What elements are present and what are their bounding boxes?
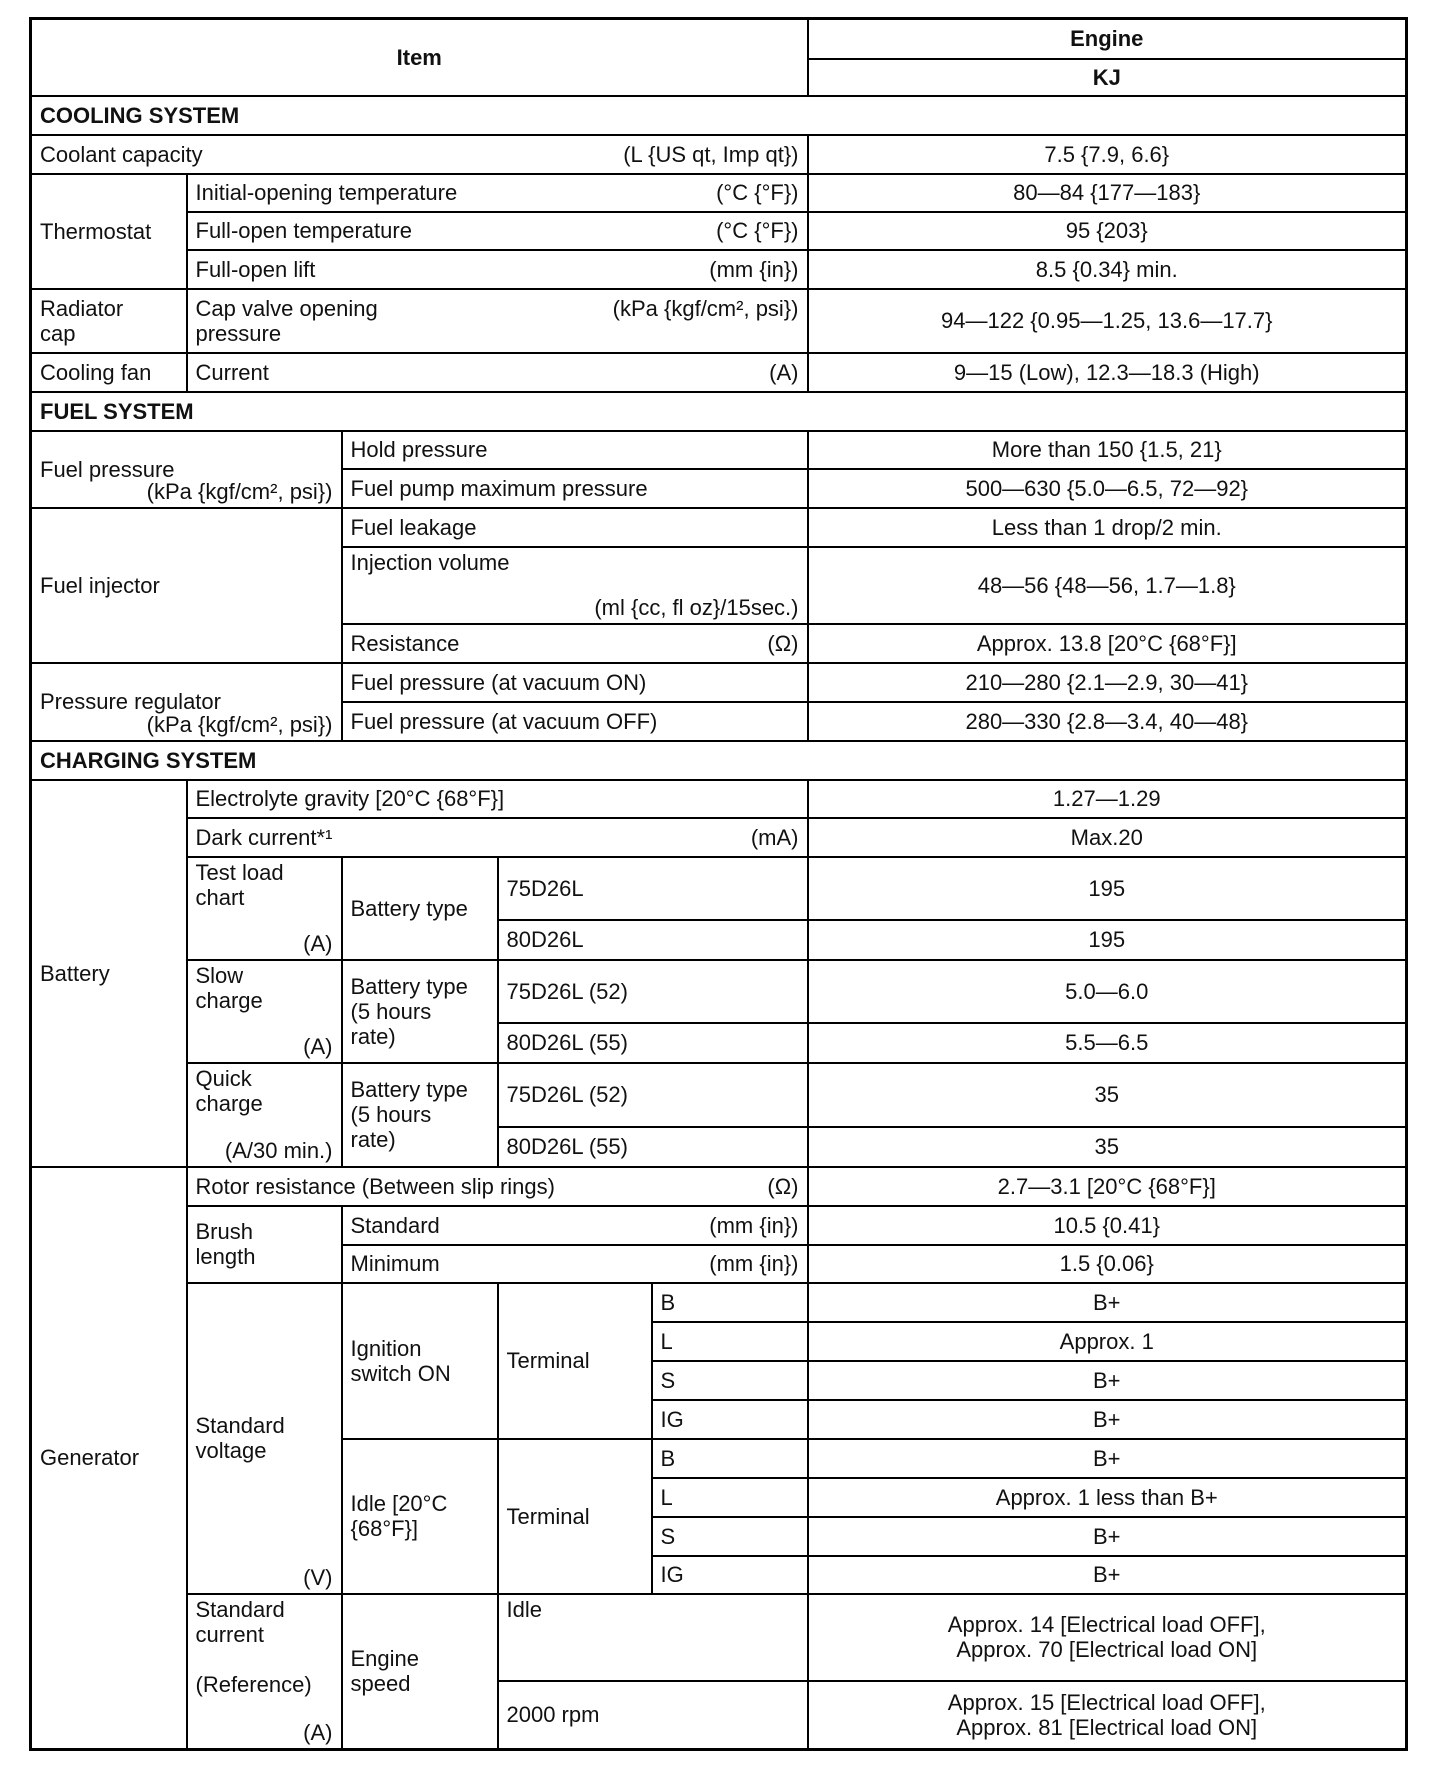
- item-label: IG: [660, 1406, 684, 1432]
- spec-value-cell: [808, 1556, 1407, 1594]
- item-cell: [652, 1322, 808, 1361]
- unit-label: (A): [303, 1033, 333, 1059]
- item-cell: [342, 960, 498, 1063]
- item-label: 80D26L (55): [506, 1030, 628, 1055]
- spec-value-cell: [808, 289, 1407, 353]
- unit-label: (kPa {kgf/cm², psi}): [612, 295, 799, 321]
- spec-value: Approx. 15 [Electrical load OFF], Approx. 81 [Electrical load ON]: [947, 1689, 1266, 1740]
- section-title: [31, 392, 1407, 431]
- spec-value: Approx. 1 less than B+: [995, 1484, 1218, 1510]
- item-cell: [31, 663, 342, 741]
- item-cell: [187, 1063, 342, 1167]
- spec-value: B+: [1092, 1406, 1121, 1432]
- spec-value-cell: [808, 1206, 1407, 1245]
- item-cell: [31, 508, 342, 663]
- table-row: [31, 663, 1407, 702]
- item-cell: [498, 960, 808, 1023]
- spec-value: Max.20: [1070, 824, 1143, 850]
- item-label: B: [660, 1445, 676, 1471]
- spec-value: B+: [1092, 1562, 1121, 1587]
- spec-value: B+: [1092, 1289, 1121, 1315]
- unit-label: (ml {cc, fl oz}/15sec.): [594, 594, 799, 620]
- spec-value: 35: [1094, 1134, 1119, 1159]
- table-row: [31, 857, 1407, 920]
- item-cell: [187, 1594, 342, 1750]
- engine-model-header: KJ: [808, 59, 1407, 96]
- spec-value-cell: [808, 1361, 1407, 1400]
- item-cell: [652, 1283, 808, 1322]
- item-cell: [187, 289, 808, 353]
- item-label: Standard: [350, 1212, 440, 1238]
- unit-label: (A): [769, 359, 799, 385]
- item-cell: [652, 1478, 808, 1517]
- unit-label: (mm {in}): [709, 1251, 799, 1276]
- item-label: CHARGING SYSTEM: [40, 747, 257, 773]
- spec-value: 9—15 (Low), 12.3—18.3 (High): [953, 359, 1260, 385]
- spec-value-cell: [808, 1478, 1407, 1517]
- item-label: Battery type (5 hours rate): [350, 973, 468, 1049]
- unit-label: (V): [303, 1564, 333, 1590]
- unit-label: (mA): [750, 824, 799, 850]
- unit-label: (A): [303, 930, 333, 956]
- spec-value-cell: [808, 624, 1407, 663]
- spec-value-cell: [808, 1167, 1407, 1206]
- item-label: Fuel pump maximum pressure: [350, 475, 648, 501]
- table-row: [31, 818, 1407, 857]
- spec-value: Approx. 13.8 [20°C {68°F}]: [976, 630, 1237, 656]
- spec-value-cell: [808, 508, 1407, 547]
- item-label: Coolant capacity: [40, 141, 203, 167]
- spec-value: B+: [1092, 1367, 1121, 1393]
- item-label: Current: [195, 359, 269, 385]
- item-cell: [31, 289, 187, 353]
- item-cell: [31, 431, 342, 508]
- item-cell: [342, 1245, 808, 1283]
- unit-label: (A): [303, 1720, 333, 1745]
- item-cell: [342, 663, 808, 702]
- table-row: [31, 289, 1407, 353]
- spec-value: 48—56 {48—56, 1.7—1.8}: [977, 572, 1236, 598]
- item-cell: [652, 1400, 808, 1439]
- item-cell: [187, 1283, 342, 1594]
- spec-value-cell: [808, 547, 1407, 624]
- item-cell: [342, 1206, 808, 1245]
- spec-value-cell: [808, 1439, 1407, 1478]
- spec-value: 500—630 {5.0—6.5, 72—92}: [965, 475, 1249, 501]
- spec-value: 94—122 {0.95—1.25, 13.6—17.7}: [941, 308, 1273, 333]
- spec-value-cell: [808, 663, 1407, 702]
- item-cell: [342, 1439, 498, 1594]
- item-label: Minimum: [350, 1251, 440, 1276]
- spec-value: 95 {203}: [1065, 218, 1148, 243]
- item-cell: [31, 135, 808, 174]
- unit-label: (°C {°F}): [716, 218, 799, 243]
- item-label: 2000 rpm: [506, 1702, 600, 1728]
- item-cell: [652, 1361, 808, 1400]
- item-label: Radiator cap: [40, 295, 124, 346]
- unit-label: (mm {in}): [709, 256, 799, 282]
- item-cell: [652, 1439, 808, 1478]
- item-label: FUEL SYSTEM: [40, 398, 194, 424]
- spec-value-cell: [808, 469, 1407, 508]
- spec-value-cell: [808, 1517, 1407, 1556]
- item-label: Standard current (Reference): [195, 1596, 312, 1697]
- item-label: Full-open temperature: [195, 218, 412, 243]
- table-row: [31, 174, 1407, 212]
- item-label: Thermostat: [40, 218, 152, 244]
- item-cell: [498, 1439, 652, 1594]
- spec-value: 7.5 {7.9, 6.6}: [1044, 141, 1170, 167]
- spec-value-cell: [808, 1023, 1407, 1063]
- table-row: [31, 1206, 1407, 1245]
- section-header-row: [31, 741, 1407, 780]
- item-label: Injection volume: [350, 549, 510, 575]
- spec-value-cell: [808, 353, 1407, 392]
- spec-value-cell: [808, 431, 1407, 469]
- spec-value-cell: [808, 920, 1407, 960]
- item-cell: [187, 1167, 808, 1206]
- spec-value-cell: [808, 212, 1407, 250]
- item-cell: [187, 250, 808, 289]
- spec-value-cell: [808, 1400, 1407, 1439]
- item-label: Idle: [506, 1596, 542, 1622]
- item-label: B: [660, 1289, 676, 1315]
- spec-value: 1.5 {0.06}: [1059, 1251, 1154, 1276]
- spec-value: 195: [1088, 875, 1126, 901]
- item-label: Full-open lift: [195, 256, 316, 282]
- spec-value: 5.5—6.5: [1065, 1030, 1149, 1055]
- item-cell: [31, 780, 187, 1167]
- specification-table: [29, 17, 1408, 1751]
- item-cell: [342, 431, 808, 469]
- section-header-row: [31, 392, 1407, 431]
- item-label: Test load chart: [195, 859, 284, 910]
- item-label: Fuel pressure (at vacuum OFF): [350, 708, 658, 734]
- item-label: Electrolyte gravity [20°C {68°F}]: [195, 786, 505, 811]
- spec-value: 2.7—3.1 [20°C {68°F}]: [997, 1173, 1216, 1199]
- table-row: [31, 250, 1407, 289]
- item-cell: [342, 702, 808, 741]
- item-cell: [187, 818, 808, 857]
- section-title: [31, 96, 1407, 135]
- item-cell: [187, 1206, 342, 1283]
- item-label: Cap valve opening pressure: [195, 295, 378, 346]
- spec-value-cell: [808, 1681, 1407, 1750]
- unit-label: (kPa {kgf/cm², psi}): [146, 478, 333, 504]
- table-row: [31, 780, 1407, 818]
- spec-value-cell: [808, 250, 1407, 289]
- item-cell: [652, 1556, 808, 1594]
- item-cell: [342, 547, 808, 624]
- item-cell: [652, 1517, 808, 1556]
- item-label: Pressure regulator: [40, 689, 221, 714]
- item-label: Hold pressure: [350, 437, 488, 462]
- spec-value-cell: [808, 135, 1407, 174]
- spec-value: More than 150 {1.5, 21}: [991, 437, 1222, 462]
- table-row: [31, 960, 1407, 1023]
- item-cell: [187, 857, 342, 960]
- item-label: Terminal: [506, 1348, 590, 1373]
- spec-value-cell: [808, 1245, 1407, 1283]
- table-row: [31, 1283, 1407, 1322]
- item-cell: [31, 174, 187, 289]
- item-cell: [31, 1167, 187, 1750]
- item-cell: [498, 920, 808, 960]
- item-label: Dark current*¹: [195, 824, 333, 850]
- item-cell: [342, 1594, 498, 1750]
- spec-value-cell: [808, 960, 1407, 1023]
- spec-value: 1.27—1.29: [1052, 786, 1161, 811]
- spec-value: 5.0—6.0: [1065, 978, 1149, 1004]
- item-label: Battery: [40, 960, 110, 986]
- item-cell: [342, 624, 808, 663]
- item-label: L: [660, 1328, 673, 1354]
- item-cell: [342, 857, 498, 960]
- item-label: COOLING SYSTEM: [40, 102, 240, 128]
- spec-value-cell: [808, 174, 1407, 212]
- engine-header: Engine: [808, 19, 1407, 59]
- item-cell: [187, 174, 808, 212]
- item-label: S: [660, 1523, 676, 1549]
- item-label: 75D26L (52): [506, 978, 628, 1004]
- table-row: [31, 1063, 1407, 1127]
- table-row: [31, 1167, 1407, 1206]
- spec-value-cell: [808, 1594, 1407, 1681]
- header-row: [31, 19, 1407, 59]
- item-label: Terminal: [506, 1503, 590, 1529]
- unit-label: (Ω): [767, 1173, 799, 1199]
- item-label: L: [660, 1484, 673, 1510]
- table-row: [31, 212, 1407, 250]
- unit-label: (kPa {kgf/cm², psi}): [146, 711, 333, 737]
- item-label: Battery type: [350, 895, 468, 921]
- item-cell: [498, 857, 808, 920]
- spec-value-cell: [808, 702, 1407, 741]
- item-cell: [498, 1127, 808, 1167]
- spec-value: 80—84 {177—183}: [1013, 180, 1201, 205]
- item-label: Quick charge: [195, 1065, 263, 1116]
- spec-value-cell: [808, 1127, 1407, 1167]
- item-label: Resistance: [350, 630, 460, 656]
- spec-value: 8.5 {0.34} min.: [1035, 256, 1178, 282]
- spec-value: 10.5 {0.41}: [1053, 1212, 1160, 1238]
- item-label: 75D26L (52): [506, 1082, 628, 1107]
- item-cell: [187, 353, 808, 392]
- spec-value: B+: [1092, 1445, 1121, 1471]
- section-header-row: [31, 96, 1407, 135]
- item-cell: [31, 353, 187, 392]
- unit-label: (mm {in}): [709, 1212, 799, 1238]
- item-label: Idle [20°C {68°F}]: [350, 1491, 448, 1541]
- item-label: Battery type (5 hours rate): [350, 1077, 468, 1152]
- spec-value: Approx. 1: [1059, 1328, 1154, 1354]
- item-label: Fuel pressure (at vacuum ON): [350, 669, 647, 695]
- section-title: [31, 741, 1407, 780]
- spec-value-cell: [808, 1283, 1407, 1322]
- item-cell: [498, 1063, 808, 1127]
- spec-value: B+: [1092, 1523, 1121, 1549]
- item-label: Engine speed: [350, 1646, 420, 1697]
- spec-value: Less than 1 drop/2 min.: [991, 514, 1222, 540]
- item-cell: [187, 780, 808, 818]
- spec-value: Approx. 14 [Electrical load OFF], Approx. 70 [Electrical load ON]: [947, 1612, 1266, 1662]
- item-label: 80D26L: [506, 927, 584, 952]
- item-label: IG: [660, 1562, 684, 1587]
- table-row: [31, 508, 1407, 547]
- item-label: Slow charge: [195, 962, 263, 1013]
- item-label: Generator: [40, 1445, 140, 1471]
- unit-label: (L {US qt, Imp qt}): [623, 141, 799, 167]
- item-cell: [342, 469, 808, 508]
- item-label: Fuel injector: [40, 572, 160, 598]
- item-cell: [498, 1594, 808, 1681]
- spec-value: 280—330 {2.8—3.4, 40—48}: [965, 708, 1249, 734]
- item-cell: [342, 508, 808, 547]
- spec-value: 210—280 {2.1—2.9, 30—41}: [965, 669, 1249, 695]
- table-row: [31, 1594, 1407, 1681]
- spec-value: 195: [1088, 927, 1126, 952]
- spec-value-cell: [808, 857, 1407, 920]
- item-cell: [498, 1283, 652, 1439]
- item-label: Fuel pressure: [40, 456, 175, 482]
- item-cell: [342, 1283, 498, 1439]
- item-label: Rotor resistance (Between slip rings): [195, 1173, 555, 1199]
- item-header: Item: [31, 19, 808, 96]
- item-label: Brush length: [195, 1219, 256, 1269]
- spec-value-cell: [808, 780, 1407, 818]
- item-label: S: [660, 1367, 676, 1393]
- item-cell: [498, 1681, 808, 1750]
- item-cell: [187, 212, 808, 250]
- item-cell: [342, 1063, 498, 1167]
- item-cell: [498, 1023, 808, 1063]
- item-label: Standard voltage: [195, 1413, 285, 1463]
- table-row: [31, 353, 1407, 392]
- item-label: Initial-opening temperature: [195, 180, 458, 205]
- item-cell: [187, 960, 342, 1063]
- table-row: [31, 431, 1407, 469]
- spec-value: 35: [1094, 1082, 1119, 1107]
- item-label: Ignition switch ON: [350, 1335, 451, 1386]
- item-label: 80D26L (55): [506, 1134, 628, 1159]
- unit-label: (°C {°F}): [716, 180, 799, 205]
- unit-label: (Ω): [767, 630, 799, 656]
- spec-value-cell: [808, 818, 1407, 857]
- item-label: Cooling fan: [40, 359, 152, 385]
- spec-value-cell: [808, 1322, 1407, 1361]
- spec-value-cell: [808, 1063, 1407, 1127]
- table-row: [31, 135, 1407, 174]
- unit-label: (A/30 min.): [224, 1137, 333, 1163]
- item-label: 75D26L: [506, 875, 584, 901]
- item-label: Fuel leakage: [350, 514, 477, 540]
